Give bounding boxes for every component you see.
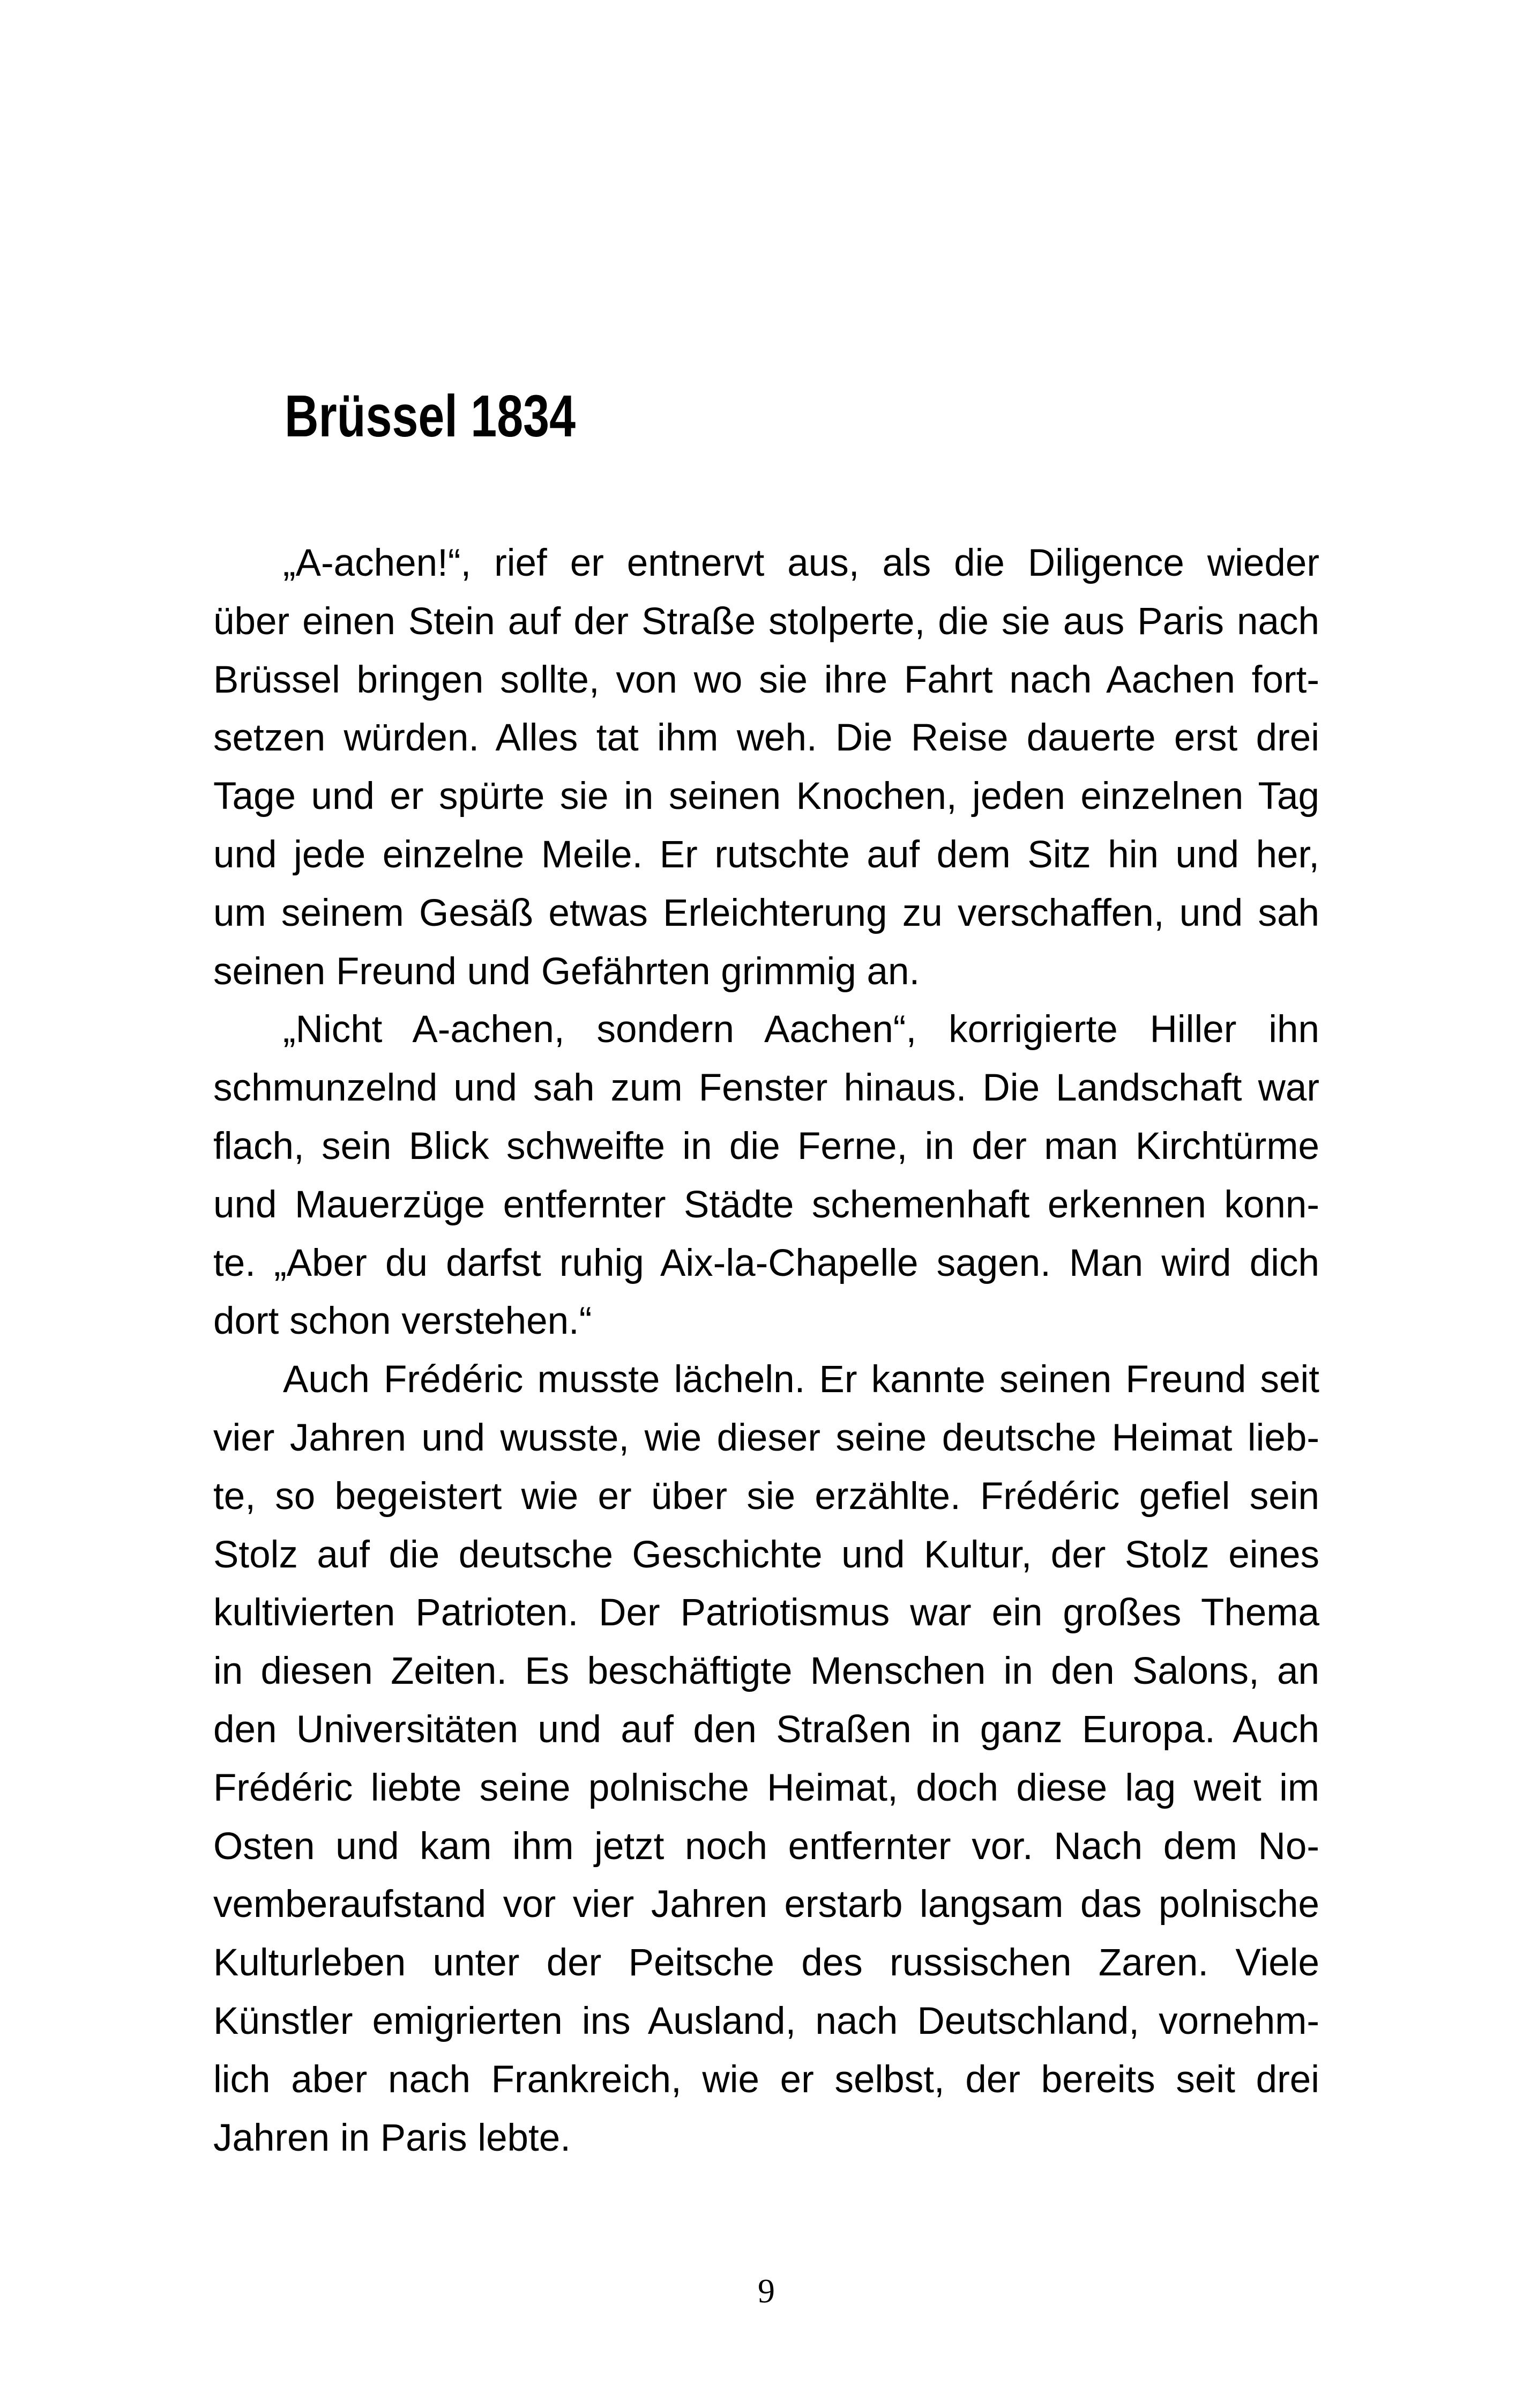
text-line: setzen würden. Alles tat ihm weh. Die Reise dauerte erst drei <box>213 717 1319 760</box>
text-line: und Mauerzüge entfernter Städte schemenhaft erkennen konn- <box>213 1183 1319 1226</box>
text-line: Brüssel bringen sollte, von wo sie ihre Fahrt nach Aachen fort- <box>213 658 1319 701</box>
chapter-title: Brüssel 1834 <box>285 383 576 449</box>
text-line: Tage und er spürte sie in seinen Knochen, jeden einzelnen Tag <box>213 775 1319 818</box>
text-line: den Universitäten und auf den Straßen in ganz Europa. Auch <box>213 1708 1319 1751</box>
text-line: te, so begeistert wie er über sie erzählte. Frédéric gefiel sein <box>213 1475 1319 1518</box>
text-line: schmunzelnd und sah zum Fenster hinaus. Die Landschaft war <box>213 1067 1319 1110</box>
text-line: dort schon verstehen.“ <box>213 1300 592 1343</box>
text-line: lich aber nach Frankreich, wie er selbst, der bereits seit drei <box>213 2058 1319 2101</box>
text-line: über einen Stein auf der Straße stolperte, die sie aus Paris nach <box>213 600 1319 643</box>
text-line: te. „Aber du darfst ruhig Aix-la-Chapelle sagen. Man wird dich <box>213 1242 1319 1284</box>
text-line: flach, sein Blick schweifte in die Ferne, in der man Kirchtürme <box>213 1125 1319 1168</box>
text-line: und jede einzelne Meile. Er rutschte auf dem Sitz hin und her, <box>213 833 1319 876</box>
text-line: Jahren in Paris lebte. <box>213 2116 571 2159</box>
text-line: vemberaufstand vor vier Jahren erstarb langsam das polnische <box>213 1883 1319 1926</box>
text-line: seinen Freund und Gefährten grimmig an. <box>213 950 920 993</box>
text-line: Osten und kam ihm jetzt noch entfernter vor. Nach dem No- <box>213 1825 1319 1868</box>
text-line: vier Jahren und wusste, wie dieser seine deutsche Heimat lieb- <box>213 1416 1319 1459</box>
text-line: um seinem Gesäß etwas Erleichterung zu verschaffen, und sah <box>213 891 1319 934</box>
text-line: Auch Frédéric musste lächeln. Er kannte seinen Freund seit <box>283 1358 1319 1401</box>
text-line: Künstler emigrierten ins Ausland, nach Deutschland, vornehm- <box>213 2000 1319 2042</box>
page-number: 9 <box>758 2272 775 2310</box>
text-line: „A-achen!“, rief er entnervt aus, als die Diligence wieder <box>283 542 1319 584</box>
text-line: in diesen Zeiten. Es beschäftigte Menschen in den Salons, an <box>213 1650 1319 1693</box>
text-line: „Nicht A-achen, sondern Aachen“, korrigierte Hiller ihn <box>283 1008 1319 1051</box>
text-line: kultivierten Patrioten. Der Patriotismus war ein großes Thema <box>213 1592 1319 1634</box>
text-line: Frédéric liebte seine polnische Heimat, doch diese lag weit im <box>213 1766 1319 1809</box>
text-line: Stolz auf die deutsche Geschichte und Kultur, der Stolz eines <box>213 1533 1319 1576</box>
body-text <box>213 534 1319 2167</box>
text-line: Kulturleben unter der Peitsche des russischen Zaren. Viele <box>213 1942 1319 1985</box>
